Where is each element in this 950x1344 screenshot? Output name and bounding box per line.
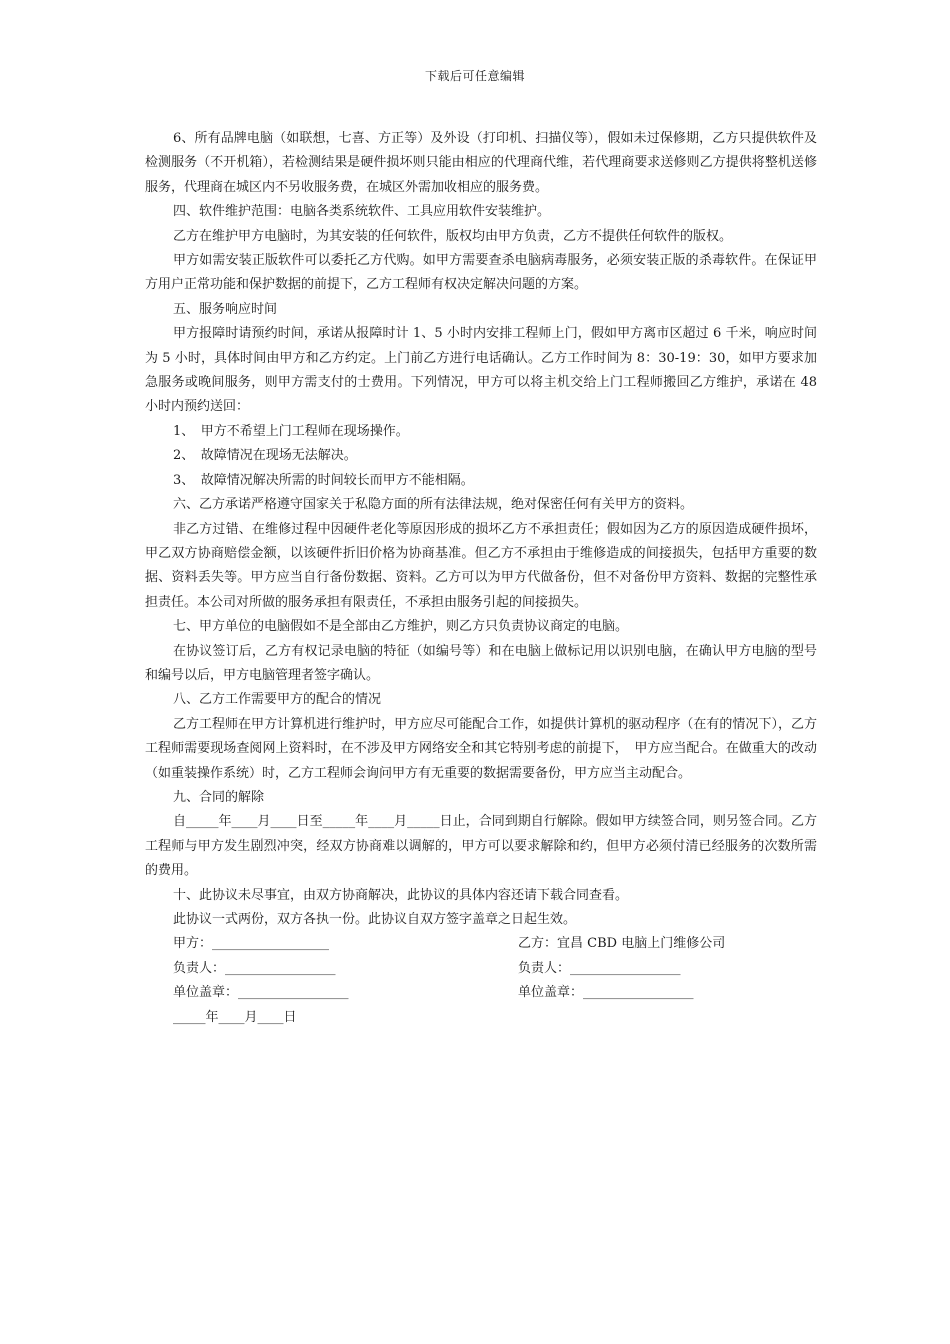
person-a-line: 负责人：_________________: [173, 960, 336, 976]
date-line: _____年____月____日: [173, 1009, 297, 1025]
party-a-line: 甲方：__________________: [173, 936, 330, 952]
signature-row-party: [145, 932, 817, 956]
document-body: [145, 127, 817, 1030]
signature-row-person: [145, 957, 817, 981]
paragraph: 十、此协议未尽事宜，由双方协商解决，此协议的具体内容还请下载合同查看。: [173, 887, 629, 903]
page-header: 下载后可任意编辑: [424, 69, 525, 83]
paragraph: 六、乙方承诺严格遵守国家关于私隐方面的所有法律法规，绝对保密任何有关甲方的资料。: [173, 497, 694, 513]
list-item: 3、 故障情况解决所需的时间较长而甲方不能相隔。: [173, 472, 474, 488]
paragraph: 四、软件维护范围：电脑各类系统软件、工具应用软件安装维护。: [173, 204, 551, 220]
person-b-line: 负责人：_________________: [518, 960, 681, 976]
section-heading: 五、服务响应时间: [173, 301, 278, 317]
list-item: 1、 甲方不希望上门工程师在现场操作。: [173, 423, 409, 439]
section-heading: 八、乙方工作需要甲方的配合的情况: [173, 692, 382, 708]
paragraph: 甲方报障时请预约时间，承诺从报障时计 1、5 小时内安排工程师上门，假如甲方离市区超过 6 千米，响应时间为 5 小时，具体时间由甲方和乙方约定。上门前乙方进行电话确认。乙方工作时间为 8：30-19：30，如甲方要求加急服务或晚间服务，则甲方需支付的士费用。下列情况，甲方可以将主机交给上门工程师搬回乙方维护，承诺在 48 小时内预约送回：: [145, 326, 817, 415]
paragraph: 在协议签订后，乙方有权记录电脑的特征（如编号等）和在电脑上做标记用以识别电脑，在确认甲方电脑的型号和编号以后，甲方电脑管理者签字确认。: [145, 643, 817, 683]
paragraph: 乙方工程师在甲方计算机进行维护时，甲方应尽可能配合工作，如提供计算机的驱动程序（在有的情况下），乙方工程师需要现场查阅网上资料时，在不涉及甲方网络安全和其它特别考虑的前提下， 甲方应当配合。在做重大的改动（如重装操作系统）时，乙方工程师会询问甲方有无重要的数据需要备份，甲方应当主动配合。: [145, 716, 817, 781]
seal-b-line: 单位盖章：_________________: [518, 985, 694, 1001]
paragraph: 6、所有品牌电脑（如联想，七喜、方正等）及外设（打印机、扫描仪等），假如未过保修期，乙方只提供软件及检测服务（不开机箱），若检测结果是硬件损坏则只能由相应的代理商代维，若代理商要求送修则乙方提供将整机送修服务，代理商在城区内不另收服务费，在城区外需加收相应的服务费。: [145, 131, 817, 195]
paragraph: 自_____年____月____日至_____年____月_____日止，合同到期自行解除。假如甲方续签合同，则另签合同。乙方工程师与甲方发生剧烈冲突，经双方协商难以调解的，甲方可以要求解除和约，但甲方必须付清已经服务的次数所需的费用。: [145, 814, 817, 879]
paragraph: 此协议一式两份，双方各执一份。此协议自双方签字盖章之日起生效。: [173, 912, 577, 927]
paragraph: 非乙方过错、在维修过程中因硬件老化等原因形成的损坏乙方不承担责任；假如因为乙方的原因造成硬件损坏，甲乙双方协商赔偿金额，以该硬件折旧价格为协商基准。但乙方不承担由于维修造成的间接损失，包括甲方重要的数据、资料丢失等。甲方应当自行备份数据、资料。乙方可以为甲方代做备份，但不对备份甲方资料、数据的完整性承担责任。本公司对所做的服务承担有限责任，不承担由服务引起的间接损失。: [145, 521, 817, 610]
paragraph: 乙方在维护甲方电脑时，为其安装的任何软件，版权均由甲方负责，乙方不提供任何软件的版权。: [173, 228, 733, 244]
signature-row-seal: [145, 981, 817, 1005]
party-b-line: 乙方：宜昌 CBD 电脑上门维修公司: [518, 936, 726, 952]
section-heading: 九、合同的解除: [173, 789, 265, 805]
paragraph: 七、甲方单位的电脑假如不是全部由乙方维护，则乙方只负责协议商定的电脑。: [173, 619, 629, 635]
seal-a-line: 单位盖章：_________________: [173, 985, 349, 1001]
list-item: 2、 故障情况在现场无法解决。: [173, 448, 357, 464]
paragraph: 甲方如需安装正版软件可以委托乙方代购。如甲方需要查杀电脑病毒服务，必须安装正版的杀毒软件。在保证甲方用户正常功能和保护数据的前提下，乙方工程师有权决定解决问题的方案。: [145, 253, 817, 293]
